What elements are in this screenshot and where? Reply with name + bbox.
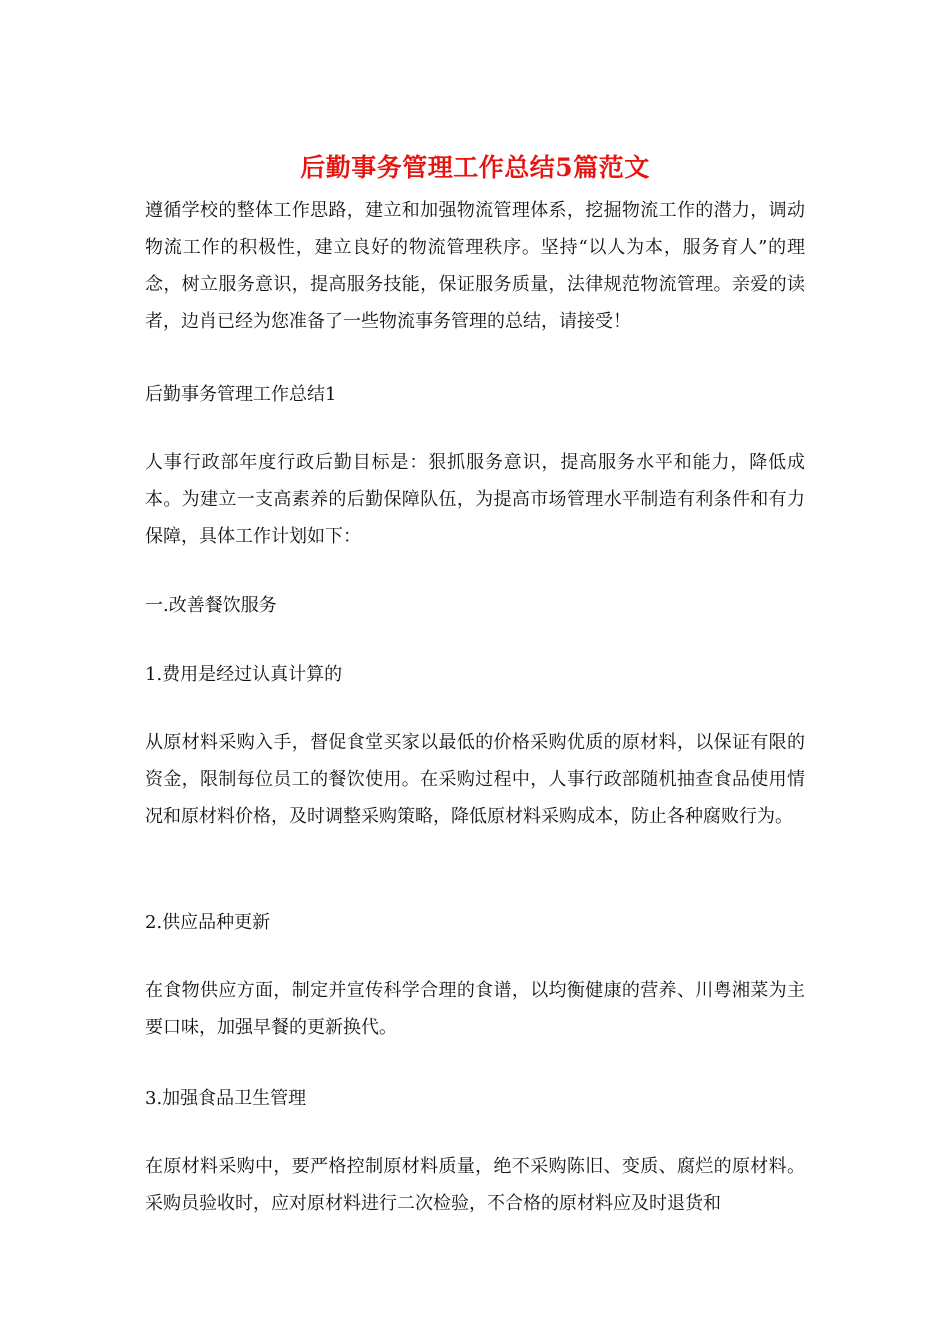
item-heading-1: 1.费用是经过认真计算的 xyxy=(145,664,343,685)
item-paragraph-1: 从原材料采购入手，督促食堂买家以最低的价格采购优质的原材料，以保证有限的资金，限制每位员工的餐饮使用。在采购过程中，人事行政部随机抽查食品使用情况和原材料价格，及时调整采购策略，降低原材料采购成本，防止各种腐败行为。 xyxy=(145,732,805,827)
part-heading: 一.改善餐饮服务 xyxy=(145,595,277,616)
section-heading: 后勤事务管理工作总结1 xyxy=(145,384,337,405)
item-paragraph-3: 在原材料采购中，要严格控制原材料质量，绝不采购陈旧、变质、腐烂的原材料。采购员验收时，应对原材料进行二次检验，不合格的原材料应及时退货和 xyxy=(145,1156,805,1214)
item-heading-3: 3.加强食品卫生管理 xyxy=(145,1088,307,1109)
target-paragraph: 人事行政部年度行政后勤目标是：狠抓服务意识，提高服务水平和能力，降低成本。为建立一支高素养的后勤保障队伍，为提高市场管理水平制造有利条件和有力保障，具体工作计划如下： xyxy=(145,452,805,547)
item-heading-2: 2.供应品种更新 xyxy=(145,912,271,933)
intro-paragraph: 遵循学校的整体工作思路，建立和加强物流管理体系，挖掘物流工作的潜力，调动物流工作的积极性，建立良好的物流管理秩序。坚持“以人为本，服务育人”的理念，树立服务意识，提高服务技能，保证服务质量，法律规范物流管理。亲爱的读者，边肖已经为您准备了一些物流事务管理的总结，请接受！ xyxy=(145,200,805,332)
item-paragraph-2: 在食物供应方面，制定并宣传科学合理的食谱，以均衡健康的营养、川粤湘菜为主要口味，加强早餐的更新换代。 xyxy=(145,980,805,1038)
document-title: 后勤事务管理工作总结5篇范文 xyxy=(300,153,650,182)
